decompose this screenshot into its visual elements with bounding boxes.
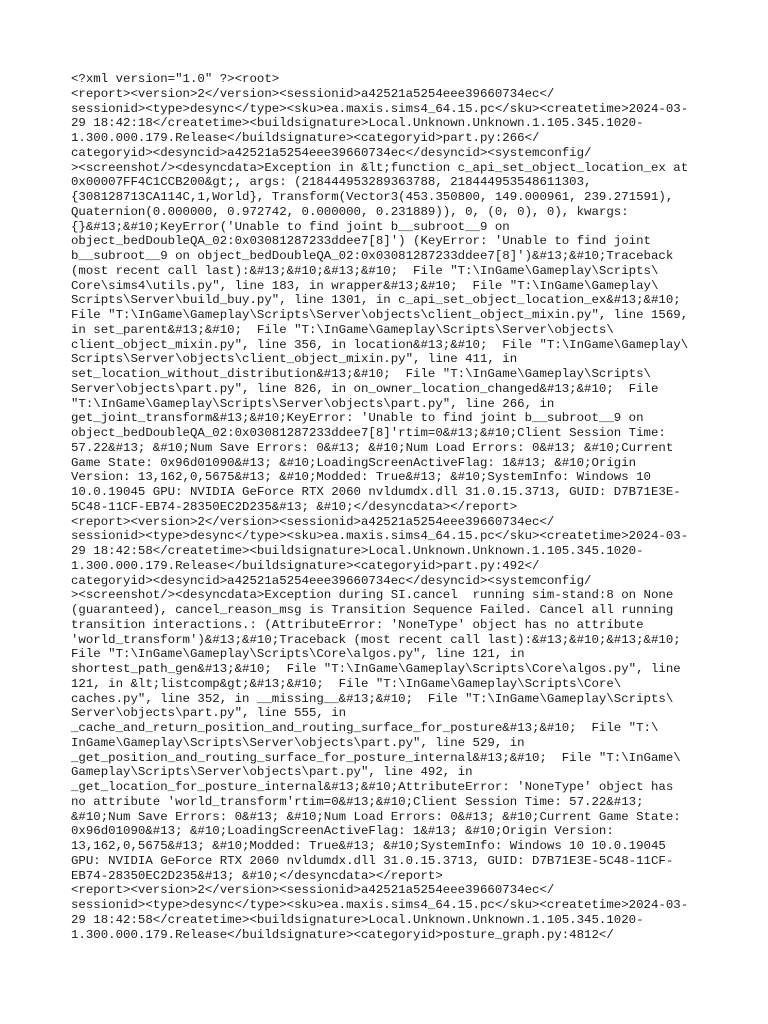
text-line: client_object_mixin.py", line 356, in location&#13;&#10; File "T:\InGame\Gameplay\ [71, 337, 689, 352]
text-line: Gameplay\Scripts\Server\objects\part.py", line 492, in [71, 765, 473, 780]
text-line: 0x00007FF4C1CCB200&gt;, args: (218444953289363788, 218444953548611303, [71, 175, 592, 190]
text-line: (most recent call last):&#13;&#10;&#13;&#10; File "T:\InGame\Gameplay\Scripts\ [71, 263, 659, 278]
text-line: 1.300.000.179.Release</buildsignature><categoryid>posture_graph.py:4812</ [71, 927, 614, 942]
text-line: File "T:\InGame\Gameplay\Scripts\Core\algos.py", line 121, in [71, 647, 525, 662]
text-line: <report><version>2</version><sessionid>a42521a5254eee39660734ec</ [71, 883, 555, 898]
text-line: _cache_and_return_position_and_routing_surface_for_posture&#13;&#10; File "T:\ [71, 721, 659, 735]
text-line: categoryid><desyncid>a42521a5254eee39660734ec</desyncid><systemconfig/ [71, 145, 592, 160]
text-line: <report><version>2</version><sessionid>a42521a5254eee39660734ec</ [71, 86, 555, 101]
text-line: _get_location_for_posture_internal&#13;&#10;AttributeError: 'NoneType' object has [71, 780, 674, 794]
text-line: Core\sims4\utils.py", line 183, in wrapper&#13;&#10; File "T:\InGame\Gameplay\ [71, 278, 659, 293]
text-line: shortest_path_gen&#13;&#10; File "T:\InGame\Gameplay\Scripts\Core\algos.py", line [71, 662, 681, 676]
text-line: Scripts\Server\objects\client_object_mixin.py", line 411, in [71, 352, 518, 367]
text-line: <report><version>2</version><sessionid>a42521a5254eee39660734ec</ [71, 514, 555, 529]
text-line: "T:\InGame\Gameplay\Scripts\Server\objects\part.py", line 266, in [71, 396, 555, 411]
text-line: sessionid><type>desync</type><sku>ea.maxis.sims4_64.15.pc</sku><createtime>2024-03- [71, 529, 689, 544]
text-line: object_bedDoubleQA_02:0x03081287233ddee7[8]'rtim=0&#13;&#10;Client Session Time: [71, 426, 666, 440]
text-line: 'world_transform')&#13;&#10;Traceback (most recent call last):&#13;&#10;&#13;&#10; [71, 632, 681, 647]
text-line: 13,162,0,5675&#13; &#10;Modded: True&#13; &#10;SystemInfo: Windows 10 10.0.19045 [71, 839, 666, 853]
text-line: (guaranteed), cancel_reason_msg is Transition Sequence Failed. Cancel all running [71, 603, 674, 617]
text-line: Quaternion(0.000000, 0.972742, 0.000000, 0.231889)), 0, (0, 0), 0), kwargs: [71, 204, 629, 219]
text-line: no attribute 'world_transform'rtim=0&#13;&#10;Client Session Time: 57.22&#13; [71, 794, 644, 809]
text-line: 57.22&#13; &#10;Num Save Errors: 0&#13; &#10;Num Load Errors: 0&#13; &#10;Current [71, 440, 674, 455]
text-line: in set_parent&#13;&#10; File "T:\InGame\Gameplay\Scripts\Server\objects\ [71, 322, 614, 337]
text-line: Server\objects\part.py", line 555, in [71, 706, 347, 721]
text-line: File "T:\InGame\Gameplay\Scripts\Server\objects\client_object_mixin.py", line 1569, [71, 308, 689, 322]
text-line: {}&#13;&#10;KeyError('Unable to find joint b__subroot__9 on [71, 219, 510, 234]
text-line: 1.300.000.179.Release</buildsignature><categoryid>part.py:266</ [71, 131, 540, 145]
text-line: ><screenshot/><desyncdata>Exception during SI.cancel running sim-stand:8 on None [71, 588, 674, 603]
text-line: caches.py", line 352, in __missing__&#13;&#10; File "T:\InGame\Gameplay\Scripts\ [71, 691, 674, 706]
text-line: Scripts\Server\build_buy.py", line 1301, in c_api_set_object_location_ex&#13;&#10; [71, 293, 681, 308]
text-line: <?xml version="1.0" ?><root> [71, 72, 280, 86]
text-line: 0x96d01090&#13; &#10;LoadingScreenActiveFlag: 1&#13; &#10;Origin Version: [71, 824, 614, 839]
text-line: set_location_without_distribution&#13;&#10; File "T:\InGame\Gameplay\Scripts\ [71, 367, 651, 381]
text-line: get_joint_transform&#13;&#10;KeyError: 'Unable to find joint b__subroot__9 on [71, 411, 644, 426]
text-line: sessionid><type>desync</type><sku>ea.maxis.sims4_64.15.pc</sku><createtime>2024-03- [71, 101, 689, 116]
text-line: InGame\Gameplay\Scripts\Server\objects\part.py", line 529, in [71, 735, 525, 750]
text-line: 1.300.000.179.Release</buildsignature><categoryid>part.py:492</ [71, 558, 540, 573]
text-line: Version: 13,162,0,5675&#13; &#10;Modded: True&#13; &#10;SystemInfo: Windows 10 [71, 470, 651, 485]
text-line: transition interactions.: (AttributeError: 'NoneType' object has no attribute [71, 617, 644, 632]
text-line: 121, in &lt;listcomp&gt;&#13;&#10; File "T:\InGame\Gameplay\Scripts\Core\ [71, 676, 622, 691]
document-page [71, 72, 711, 942]
text-line: b__subroot__9 on object_bedDoubleQA_02:0x03081287233ddee7[8]')&#13;&#10;Traceback [71, 249, 674, 263]
text-line: 29 18:42:58</createtime><buildsignature>Local.Unknown.Unknown.1.105.345.1020- [71, 544, 644, 558]
text-line: EB74-28350EC2D235&#13; &#10;</desyncdata></report> [71, 868, 443, 883]
text-line: sessionid><type>desync</type><sku>ea.maxis.sims4_64.15.pc</sku><createtime>2024-03- [71, 898, 689, 912]
text-line: &#10;Num Save Errors: 0&#13; &#10;Num Load Errors: 0&#13; &#10;Current Game State: [71, 809, 681, 824]
text-line: 5C48-11CF-EB74-28350EC2D235&#13; &#10;</desyncdata></report> [71, 499, 518, 514]
text-line: object_bedDoubleQA_02:0x03081287233ddee7[8]') (KeyError: 'Unable to find joint [71, 234, 651, 249]
text-line: GPU: NVIDIA GeForce RTX 2060 nvldumdx.dll 31.0.15.3713, GUID: D7B71E3E-5C48-11CF- [71, 853, 674, 868]
text-line: {308128713CA114C,1,World}, Transform(Vector3(453.350800, 149.000961, 239.271591), [71, 190, 674, 204]
text-line: ><screenshot/><desyncdata>Exception in &lt;function c_api_set_object_location_ex at [71, 160, 689, 175]
text-line: Server\objects\part.py", line 826, in on_owner_location_changed&#13;&#10; File [71, 381, 659, 396]
text-line: 10.0.19045 GPU: NVIDIA GeForce RTX 2060 nvldumdx.dll 31.0.15.3713, GUID: D7B71E3E- [71, 485, 681, 499]
text-line: _get_position_and_routing_surface_for_posture_internal&#13;&#10; File "T:\InGame\ [71, 750, 681, 765]
text-line: categoryid><desyncid>a42521a5254eee39660734ec</desyncid><systemconfig/ [71, 573, 592, 588]
text-line: Game State: 0x96d01090&#13; &#10;LoadingScreenActiveFlag: 1&#13; &#10;Origin [71, 455, 637, 470]
text-line: 29 18:42:18</createtime><buildsignature>Local.Unknown.Unknown.1.105.345.1020- [71, 116, 644, 131]
text-line: 29 18:42:58</createtime><buildsignature>Local.Unknown.Unknown.1.105.345.1020- [71, 912, 644, 927]
